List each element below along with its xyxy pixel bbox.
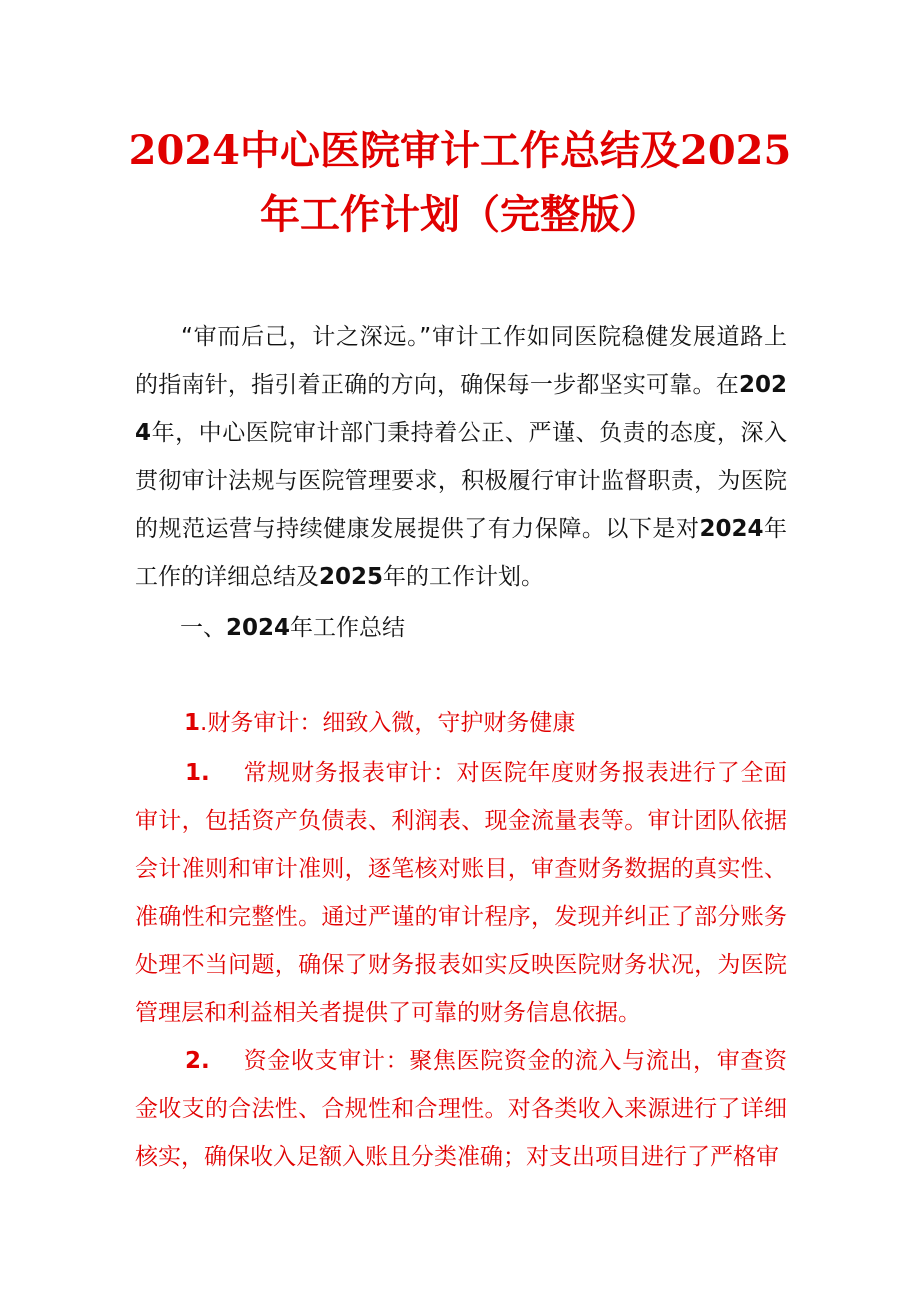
list-item-number: 2. [185,1048,210,1074]
list-item-number: 1. [185,760,210,786]
list-item-text: 常规财务报表审计：对医院年度财务报表进行了全面审计，包括资产负债表、利润表、现金流量表等。审计团队依据会计准则和审计准则，逐笔核对账目，审查财务数据的真实性、准确性和完整性。通过严谨的审计程序，发现并纠正了部分账务处理不当问题，确保了财务报表如实反映医院财务状况，为医院管理层和利益相关者提供了可靠的财务信息依据。 [135,760,787,1026]
document-title-line-2: 年工作计划（完整版） [260,191,660,238]
intro-text-a: “审而后己，计之深远。”审计工作如同医院稳健发展道路上的指南针，指引着正确的方向，确保每一步都坚实可靠。在 [135,324,787,398]
intro-paragraph [135,313,787,601]
intro-year-2025: 2025 [319,564,384,590]
section-suffix: 年工作总结 [290,615,406,641]
subsection-label: .财务审计：细致入微，守护财务健康 [200,710,576,736]
intro-year-2024: 2024 [135,372,787,446]
document-title-line-1: 2024中心医院审计工作总结及2025 [128,127,792,174]
intro-year-2024-second: 2024 [699,516,764,542]
list-item-text: 资金收支审计：聚焦医院资金的流入与流出，审查资金收支的合法性、合规性和合理性。对各类收入来源进行了详细核实，确保收入足额入账且分类准确；对支出项目进行了严格审 [135,1048,787,1170]
list-item [135,749,787,1037]
intro-text-b: 年，中心医院审计部门秉持着公正、严谨、负责的态度，深入贯彻审计法规与医院管理要求，积极履行审计监督职责，为医院的规范运营与持续健康发展提供了有力保障。以下是对 [135,420,787,542]
intro-text-d: 年的工作计划。 [383,564,545,590]
section-year: 2024 [226,615,291,641]
section-prefix: 一、 [180,615,226,641]
subsection-number: 1 [184,710,201,736]
intro-text-c: 年工作的详细总结及 [135,516,788,590]
list-item [135,1037,787,1181]
subsection-heading-financial-audit [184,699,575,747]
section-heading-summary [180,604,405,652]
